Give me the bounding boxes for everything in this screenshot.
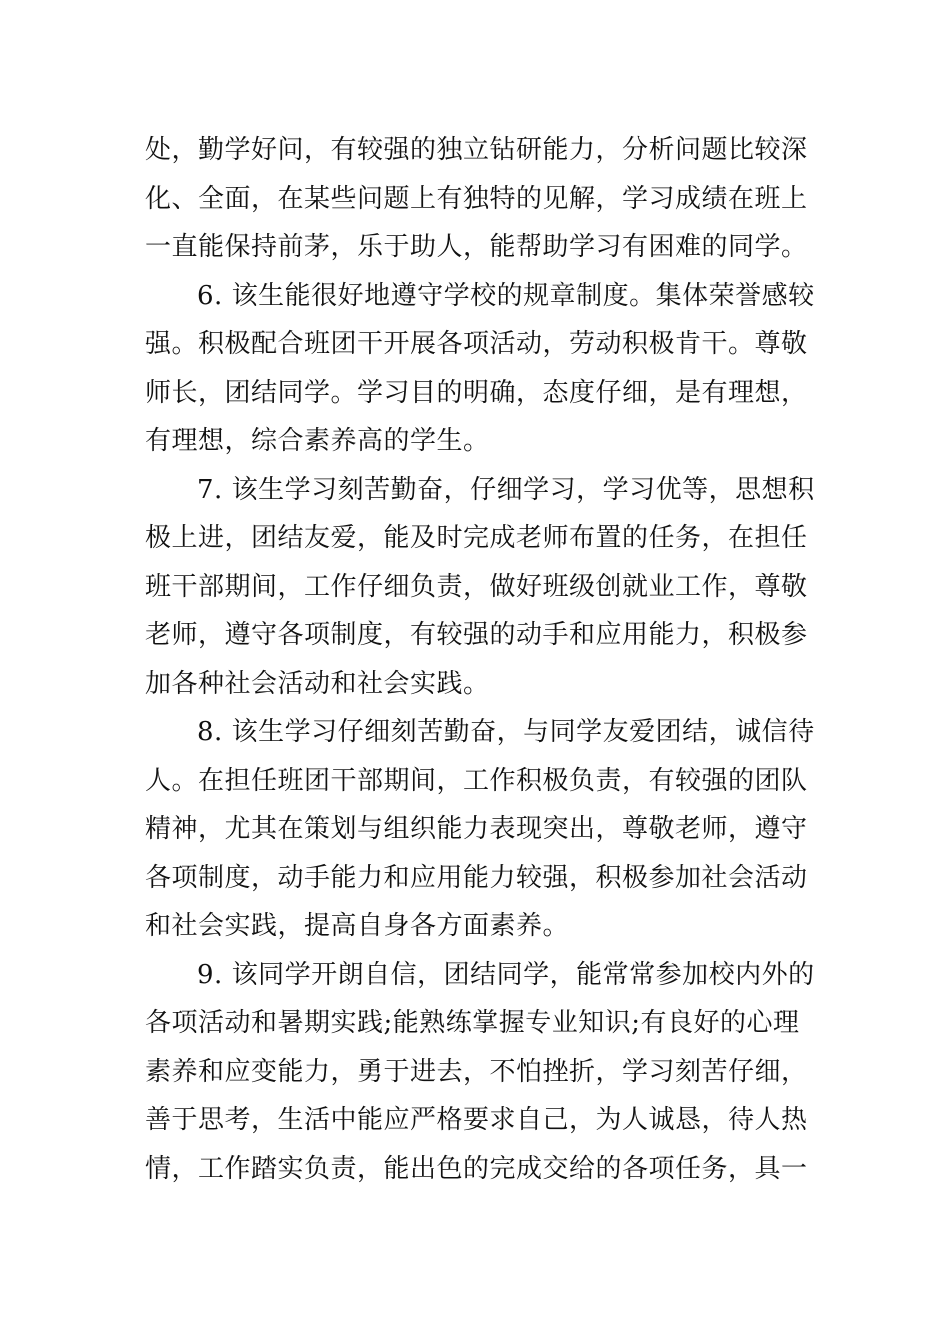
text-line: 强。积极配合班团干开展各项活动，劳动积极肯干。尊敬 [145, 329, 808, 359]
text-line: 处，勤学好问，有较强的独立钻研能力，分析问题比较深 [145, 135, 808, 165]
text-line: 极上进，团结友爱，能及时完成老师布置的任务，在担任 [145, 523, 808, 553]
text-line: 老师，遵守各项制度，有较强的动手和应用能力，积极参 [145, 620, 808, 650]
text-line: 精神，尤其在策划与组织能力表现突出，尊敬老师，遵守 [145, 814, 808, 844]
text-line: 8. 该生学习仔细刻苦勤奋，与同学友爱团结，诚信待 [197, 717, 815, 747]
text-line: 有理想，综合素养高的学生。 [145, 426, 490, 456]
text-line: 7. 该生学习刻苦勤奋，仔细学习，学习优等，思想积 [197, 474, 815, 505]
paragraph-item-8 [145, 708, 815, 951]
paragraph-item-7 [145, 466, 815, 709]
text-line: 化、全面，在某些问题上有独特的见解，学习成绩在班上 [145, 183, 808, 214]
text-line: 班干部期间，工作仔细负责，做好班级创就业工作，尊敬 [145, 571, 808, 602]
text-line: 加各种社会活动和社会实践。 [145, 668, 490, 699]
paragraph-continued [145, 126, 810, 272]
paragraph-item-6 [145, 272, 815, 466]
text-line: 6. 该生能很好地遵守学校的规章制度。集体荣誉感较 [197, 280, 815, 311]
text-line: 9. 该同学开朗自信，团结同学，能常常参加校内外的 [197, 959, 815, 990]
text-line: 各项活动和暑期实践;能熟练掌握专业知识;有良好的心理 [145, 1008, 800, 1038]
text-line: 师长，团结同学。学习目的明确，态度仔细，是有理想， [145, 377, 808, 408]
text-line: 情，工作踏实负责，能出色的完成交给的各项任务，具一 [145, 1153, 808, 1184]
text-line: 一直能保持前茅，乐于助人，能帮助学习有困难的同学。 [145, 232, 808, 262]
document-body [145, 126, 815, 1193]
text-line: 各项制度，动手能力和应用能力较强，积极参加社会活动 [145, 862, 808, 893]
text-line: 和社会实践，提高自身各方面素养。 [145, 911, 570, 941]
text-line: 善于思考，生活中能应严格要求自己，为人诚恳，待人热 [145, 1105, 808, 1135]
text-line: 素养和应变能力，勇于进去，不怕挫折，学习刻苦仔细， [145, 1056, 808, 1087]
paragraph-item-9 [145, 951, 815, 1194]
text-line: 人。在担任班团干部期间，工作积极负责，有较强的团队 [145, 765, 808, 796]
